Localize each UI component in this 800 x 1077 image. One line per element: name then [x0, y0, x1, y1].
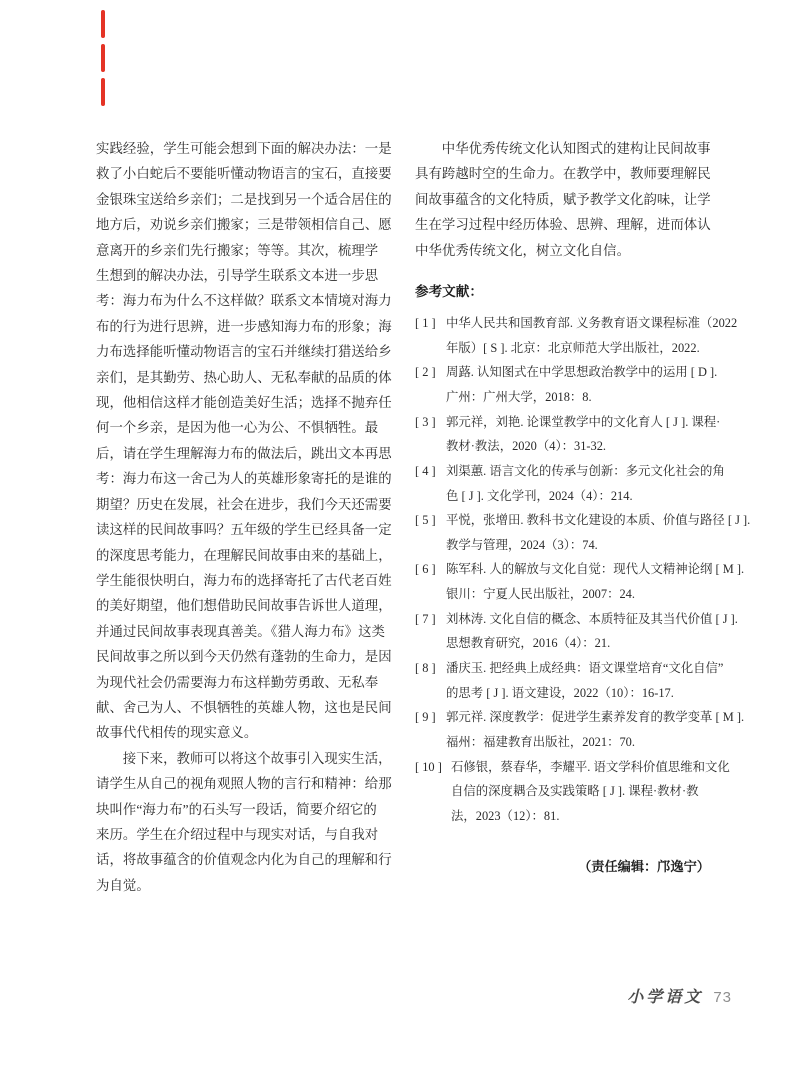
reference-label: [ 9 ] — [415, 710, 436, 725]
reference-line: 法，2023（12）：81. — [451, 808, 560, 823]
text-line: 布的行为进行思辨，进一步感知海力布的形象；海 — [96, 318, 392, 334]
text-line: 亲们，是其勤劳、热心助人、无私奉献的品质的体 — [96, 369, 392, 385]
left-text-column — [96, 136, 390, 898]
reference-label: [ 3 ] — [415, 414, 436, 429]
reference-line: 周蕗. 认知图式在中学思想政治教学中的运用 [ D ]. — [446, 365, 718, 380]
text-line: 具有跨越时空的生命力。在教学中，教师要理解民 — [415, 166, 711, 182]
text-line: 何一个乡亲，是因为他一心为公、不惧牺牲。最 — [96, 420, 379, 436]
reference-line: 潘庆玉. 把经典上成经典：语文课堂培育“文化自信” — [446, 661, 724, 675]
text-line: 话，将故事蕴含的价值观念内化为自己的理解和行 — [96, 852, 392, 868]
reference-line: 石修银，蔡春华，李耀平. 语文学科价值思维和文化 — [451, 759, 730, 774]
references-heading: 参考文献： — [415, 284, 483, 300]
text-line: 生想到的解决办法，引导学生联系文本进一步思 — [96, 268, 379, 284]
reference-item — [415, 656, 724, 705]
text-line: 期望？历史在发展，社会在进步，我们今天还需要 — [96, 496, 392, 512]
reference-item — [415, 360, 718, 409]
text-line: 救了小白蛇后不要能听懂动物语言的宝石，直接要 — [96, 166, 392, 182]
reference-line: 郭元祥，刘艳. 论课堂教学中的文化育人 [ J ]. 课程· — [446, 414, 721, 429]
text-line: 金银珠宝送给乡亲们；二是找到另一个适合居住的 — [96, 191, 392, 207]
reference-line: 中华人民共和国教育部. 义务教育语文课程标准（2022 — [446, 316, 738, 331]
right-text-column — [415, 136, 751, 879]
text-line: 块叫作“海力布”的石头写一段话，简要介绍它的 — [96, 801, 377, 817]
reference-label: [ 2 ] — [415, 365, 436, 380]
reference-label: [ 7 ] — [415, 611, 436, 626]
reference-line: 年版）[ S ]. 北京：北京师范大学出版社，2022. — [446, 340, 700, 355]
text-line: 学生能很快明白，海力布的选择寄托了古代老百姓 — [96, 572, 392, 588]
editor-note: （责任编辑：邝逸宁） — [578, 859, 710, 875]
text-line: 实践经验，学生可能会想到下面的解决办法：一是 — [96, 141, 392, 156]
text-line: 考：海力布为什么不这样做？联系文本情境对海力 — [96, 293, 392, 309]
reference-item — [415, 705, 745, 754]
red-annotation-mark — [101, 44, 105, 72]
reference-line: 刘林涛. 文化自信的概念、本质特征及其当代价值 [ J ]. — [446, 611, 738, 626]
text-line: 考：海力布这一舍己为人的英雄形象寄托的是谁的 — [96, 471, 392, 487]
reference-item — [415, 459, 725, 508]
text-line: 生在学习过程中经历体验、思辨、理解，进而体认 — [415, 217, 711, 233]
text-line: 的美好期望，他们想借助民间故事告诉世人道理， — [96, 598, 392, 614]
text-line: 接下来，教师可以将这个故事引入现实生活， — [122, 750, 392, 766]
reference-line: 平悦，张增田. 教科书文化建设的本质、价值与路径 [ J ]. — [446, 513, 751, 528]
text-line: 民间故事之所以到今天仍然有蓬勃的生命力，是因 — [96, 649, 392, 665]
page-number: 73 — [713, 989, 732, 1006]
text-line: 地方后，劝说乡亲们搬家；三是带领相信自己、愿 — [96, 217, 392, 233]
reference-item — [415, 607, 738, 656]
reference-line: 色 [ J ]. 文化学刊，2024（4）：214. — [446, 488, 633, 503]
right-intro-paragraph — [415, 136, 712, 263]
reference-line: 福州：福建教育出版社，2021：70. — [446, 734, 635, 749]
reference-label: [ 8 ] — [415, 661, 436, 675]
text-line: 间故事蕴含的文化特质，赋予教学文化韵味，让学 — [415, 191, 711, 207]
text-line: 意离开的乡亲们先行搬家；等等。其次，梳理学 — [96, 242, 379, 258]
text-line: 中华优秀传统文化认知图式的建构让民间故事 — [441, 141, 711, 156]
text-line: 故事代代相传的现实意义。 — [96, 725, 258, 741]
text-line: 的深度思考能力，在理解民间故事由来的基础上， — [96, 547, 392, 563]
text-line: 并通过民间故事表现真善美。《猎人海力布》这类 — [96, 623, 385, 639]
red-annotation-mark — [101, 78, 105, 106]
reference-line: 刘渠蕙. 语言文化的传承与创新：多元文化社会的角 — [446, 463, 725, 478]
reference-item — [415, 508, 751, 557]
text-line: 来历。学生在介绍过程中与现实对话，与自我对 — [96, 826, 379, 842]
reference-line: 自信的深度耦合及实践策略 [ J ]. 课程·教材·教 — [451, 784, 699, 799]
reference-label: [ 6 ] — [415, 562, 436, 577]
red-annotation-mark — [101, 10, 105, 38]
reference-item — [415, 410, 721, 459]
text-line: 中华优秀传统文化，树立文化自信。 — [415, 242, 631, 258]
reference-label: [ 5 ] — [415, 513, 436, 528]
reference-line: 广州：广州大学，2018：8. — [446, 389, 592, 404]
reference-line: 银川：宁夏人民出版社，2007：24. — [446, 587, 635, 602]
page-footer — [627, 984, 732, 1007]
references-list — [415, 311, 751, 828]
text-line: 现，他相信这样才能创造美好生活；选择不抛弃任 — [96, 395, 392, 411]
reference-line: 郭元祥. 深度教学：促进学生素养发育的教学变革 [ M ]. — [446, 710, 745, 725]
reference-label: [ 10 ] — [415, 759, 442, 774]
journal-title: 小学语文 — [627, 987, 704, 1006]
text-line: 为现代社会仍需要海力布这样勤劳勇敢、无私奉 — [96, 674, 379, 690]
reference-item — [415, 557, 745, 606]
reference-label: [ 4 ] — [415, 463, 436, 478]
reference-item — [415, 311, 738, 360]
reference-line: 陈军科. 人的解放与文化自觉：现代人文精神论纲 [ M ]. — [446, 562, 745, 577]
text-line: 为自觉。 — [96, 877, 150, 893]
reference-line: 的思考 [ J ]. 语文建设，2022（10）：16-17. — [446, 685, 674, 700]
text-line: 后，请在学生理解海力布的做法后，跳出文本再思 — [96, 445, 392, 461]
reference-line: 思想教育研究，2016（4）：21. — [446, 636, 611, 651]
reference-label: [ 1 ] — [415, 316, 436, 331]
text-line: 献、舍己为人、不惧牺牲的英雄人物，这也是民间 — [96, 699, 392, 715]
reference-line: 教材·教法，2020（4）：31-32. — [446, 439, 607, 454]
text-line: 读这样的民间故事吗？五年级的学生已经具备一定 — [96, 522, 392, 538]
reference-item — [415, 755, 730, 829]
reference-line: 教学与管理，2024（3）：74. — [446, 537, 598, 552]
text-line: 请学生从自己的视角观照人物的言行和精神：给那 — [96, 776, 392, 792]
text-line: 力布选择能听懂动物语言的宝石并继续打猎送给乡 — [96, 344, 392, 360]
